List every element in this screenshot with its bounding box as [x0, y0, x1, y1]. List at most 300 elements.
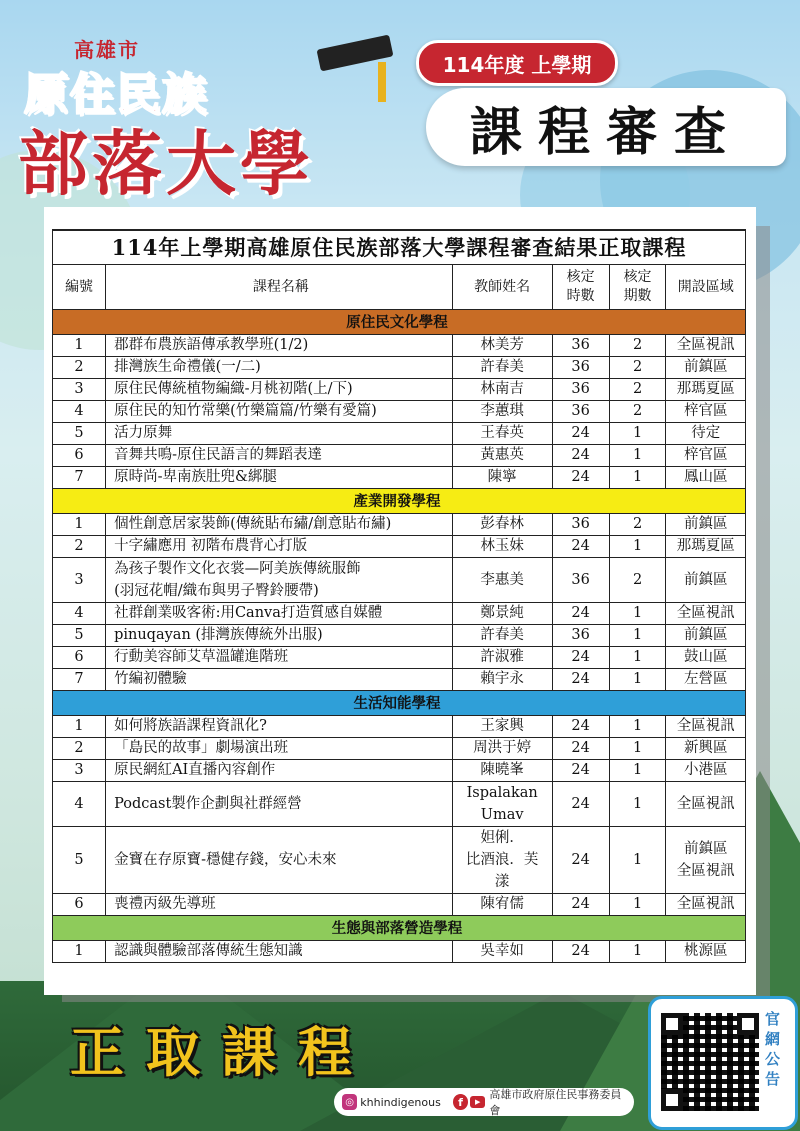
cell-teacher [452, 335, 552, 357]
cell-teacher-line: 許春美 [480, 627, 524, 643]
table-row [53, 941, 746, 963]
cell-hours-line: 36 [571, 337, 590, 353]
cell-area-line: 桃源區 [683, 943, 728, 959]
cell-terms [609, 401, 666, 423]
cell-teacher-line: 陳曉峯 [480, 762, 524, 778]
cell-hours-line: 36 [571, 516, 590, 532]
cell-hours-line: 36 [571, 381, 590, 397]
cell-area-line: 前鎮區 [683, 571, 728, 588]
cell-terms-line: 1 [632, 649, 643, 665]
header-row [53, 265, 746, 310]
cell-name [106, 941, 453, 963]
cell-hours-line: 24 [571, 469, 590, 485]
cell-area-line: 全區視訊 [676, 896, 735, 912]
cell-terms-line: 1 [632, 671, 643, 687]
col-header-teacher: 教師姓名 [452, 265, 552, 310]
semester-badge: 114年度 上學期 [416, 40, 618, 86]
cell-teacher-line: 陳寧 [487, 469, 517, 485]
cell-name-line: 原民網紅AI直播內容創作 [114, 762, 276, 778]
cell-no-line: 7 [74, 469, 84, 485]
cell-name [106, 738, 453, 760]
agency-name: 高雄市政府原住民事務委員會 [489, 1088, 622, 1117]
cell-no [53, 514, 106, 536]
cell-area [666, 669, 746, 691]
section-name: 生活知能學程 [53, 691, 746, 716]
cell-teacher-line: 王家興 [480, 718, 524, 734]
cell-teacher-line: 王春英 [480, 425, 524, 441]
cell-name [106, 760, 453, 782]
cell-area-line: 前鎮區 [683, 359, 728, 375]
cell-name [106, 558, 453, 603]
cell-terms [609, 894, 666, 916]
cell-name [106, 467, 453, 489]
cell-terms-line: 2 [632, 381, 643, 397]
cell-teacher [452, 536, 552, 558]
facebook-icon[interactable]: f [453, 1094, 468, 1110]
cell-hours [552, 760, 609, 782]
cell-teacher [452, 514, 552, 536]
cell-area-line: 全區視訊 [676, 605, 735, 621]
cell-no-line: 6 [74, 447, 84, 463]
cell-terms-line: 1 [632, 538, 643, 554]
cell-teacher-line: 周洪于婷 [473, 740, 532, 756]
cell-terms-line: 1 [632, 896, 643, 912]
cell-teacher-line: 林南吉 [480, 381, 524, 397]
cell-area-line: 鼓山區 [683, 649, 728, 665]
cell-hours-line: 24 [571, 425, 590, 441]
cell-area [666, 603, 746, 625]
cell-area [666, 357, 746, 379]
cell-no [53, 401, 106, 423]
social-bar [334, 1088, 634, 1116]
cell-teacher [452, 603, 552, 625]
cell-no-line: 5 [74, 425, 84, 441]
cell-hours-line: 24 [571, 649, 590, 665]
cell-terms-line: 2 [632, 337, 643, 353]
cell-teacher-line: 漾 [494, 874, 510, 890]
cell-no-line: 1 [74, 516, 84, 532]
cell-no-line: 3 [74, 571, 84, 588]
cell-area-line: 那瑪夏區 [676, 538, 735, 554]
qr-corner [661, 1013, 683, 1035]
cell-hours [552, 357, 609, 379]
cell-teacher [452, 423, 552, 445]
cell-no-line: 2 [74, 359, 84, 375]
cell-terms [609, 514, 666, 536]
cell-name [106, 603, 453, 625]
table-row [53, 445, 746, 467]
cell-terms-line: 2 [632, 571, 643, 588]
cell-area [666, 401, 746, 423]
cell-area [666, 514, 746, 536]
cell-area-line: 待定 [691, 425, 721, 441]
results-document [44, 207, 756, 995]
table-row [53, 558, 746, 603]
cell-terms-line: 1 [632, 795, 643, 812]
cell-hours [552, 894, 609, 916]
cell-terms [609, 647, 666, 669]
cell-terms [609, 467, 666, 489]
cell-name-line: 竹編初體驗 [114, 671, 187, 687]
cell-teacher-line: 賴宇永 [480, 671, 524, 687]
cell-hours [552, 379, 609, 401]
cell-hours-line: 24 [571, 447, 590, 463]
cell-no [53, 782, 106, 827]
cell-teacher [452, 558, 552, 603]
cell-no-line: 3 [74, 762, 84, 778]
cell-name-line: 原住民的知竹常樂(竹樂篇篇/竹樂有愛篇) [114, 403, 377, 419]
cell-no [53, 827, 106, 894]
cell-teacher [452, 379, 552, 401]
cell-area [666, 760, 746, 782]
instagram-handle[interactable]: khhindigenous [360, 1095, 441, 1109]
cell-terms-line: 1 [632, 718, 643, 734]
section-header-row [53, 310, 746, 335]
cell-hours [552, 647, 609, 669]
col-header-area: 開設區域 [666, 265, 746, 310]
cell-terms [609, 335, 666, 357]
cell-no [53, 625, 106, 647]
cell-no-line: 3 [74, 381, 84, 397]
cell-no [53, 669, 106, 691]
cell-no [53, 423, 106, 445]
cell-area [666, 445, 746, 467]
cell-name [106, 894, 453, 916]
cell-hours [552, 625, 609, 647]
cell-no-line: 4 [74, 605, 84, 621]
cell-no-line: 1 [74, 718, 84, 734]
cell-name [106, 423, 453, 445]
cell-no-line: 4 [74, 795, 84, 812]
cell-teacher [452, 782, 552, 827]
cell-hours-line: 24 [571, 538, 590, 554]
cell-hours [552, 423, 609, 445]
cell-no [53, 467, 106, 489]
cell-name [106, 401, 453, 423]
cell-terms [609, 445, 666, 467]
cell-no-line: 1 [74, 337, 84, 353]
col-header-hours: 核定 時數 [552, 265, 609, 310]
cell-terms-line: 1 [632, 943, 643, 959]
cell-hours-line: 24 [571, 671, 590, 687]
cell-no [53, 445, 106, 467]
cell-teacher [452, 669, 552, 691]
cell-terms-line: 1 [632, 469, 643, 485]
cell-hours-line: 24 [571, 762, 590, 778]
cell-area-line: 全區視訊 [676, 795, 735, 812]
cell-hours-line: 36 [571, 627, 590, 643]
table-row [53, 647, 746, 669]
cell-hours-line: 24 [571, 795, 590, 812]
cell-teacher-line: 林美芳 [480, 337, 524, 353]
cell-terms [609, 379, 666, 401]
cell-hours-line: 24 [571, 605, 590, 621]
cell-no [53, 647, 106, 669]
title-row [53, 230, 746, 265]
cell-area-line: 全區視訊 [676, 337, 735, 353]
cell-teacher-line: 妲俐． [480, 830, 524, 846]
table-row [53, 669, 746, 691]
table-row [53, 467, 746, 489]
cell-area-line: 梓官區 [683, 403, 728, 419]
cell-teacher-line: 李蕙琪 [480, 403, 524, 419]
cell-terms-line: 1 [632, 627, 643, 643]
document-title: 114年上學期高雄原住民族部落大學課程審查結果正取課程 [53, 230, 746, 265]
instagram-icon[interactable]: ◎ [342, 1094, 357, 1110]
cell-area-line: 那瑪夏區 [676, 381, 735, 397]
cell-terms [609, 536, 666, 558]
cell-hours-line: 24 [571, 851, 590, 868]
cell-terms [609, 782, 666, 827]
table-row [53, 379, 746, 401]
cell-area-line: 小港區 [683, 762, 728, 778]
cell-area [666, 716, 746, 738]
cell-no [53, 738, 106, 760]
cell-hours [552, 827, 609, 894]
cell-area-line: 梓官區 [683, 447, 728, 463]
table-row [53, 536, 746, 558]
cell-name-line: 排灣族生命禮儀(一/二) [114, 359, 261, 375]
cell-terms-line: 1 [632, 740, 643, 756]
cell-name [106, 335, 453, 357]
cell-no-line: 6 [74, 896, 84, 912]
cell-hours-line: 24 [571, 718, 590, 734]
cell-area-line: 前鎮區 [683, 627, 728, 643]
cell-no [53, 335, 106, 357]
qr-label: 官網公告 [765, 1010, 781, 1088]
cell-name-line: 社群創業吸客術:用Canva打造質感自媒體 [114, 605, 383, 621]
table-row [53, 782, 746, 827]
cell-name-line: 音舞共鳴-原住民語言的舞蹈表達 [114, 447, 322, 463]
cell-teacher [452, 827, 552, 894]
cell-area-line: 鳳山區 [683, 469, 728, 485]
cell-name-line: 為孩子製作文化衣裳—阿美族傳統服飾 [114, 561, 361, 577]
cell-teacher-line: 鄭景純 [480, 605, 524, 621]
cell-area-line: 全區視訊 [676, 863, 735, 879]
cell-terms-line: 1 [632, 605, 643, 621]
cell-hours-line: 36 [571, 359, 590, 375]
cell-hours [552, 335, 609, 357]
cell-no [53, 716, 106, 738]
cell-terms-line: 2 [632, 359, 643, 375]
cell-teacher [452, 357, 552, 379]
table-row [53, 357, 746, 379]
cell-name [106, 716, 453, 738]
table-row [53, 760, 746, 782]
cell-area [666, 782, 746, 827]
cell-hours-line: 24 [571, 896, 590, 912]
cell-terms [609, 738, 666, 760]
cell-name-line: 原時尚-卑南族肚兜&綁腿 [114, 469, 277, 485]
logo-line2: 部落大學 [18, 123, 314, 205]
col-header-no: 編號 [53, 265, 106, 310]
cell-area-line: 新興區 [683, 740, 728, 756]
cell-name-line: 認識與體驗部落傳統生態知識 [114, 943, 303, 959]
cell-area-line: 前鎮區 [683, 516, 728, 532]
cell-no-line: 5 [74, 851, 84, 868]
cell-no-line: 7 [74, 671, 84, 687]
cell-teacher [452, 467, 552, 489]
cell-terms [609, 760, 666, 782]
cell-name-line: 喪禮丙級先導班 [114, 896, 216, 912]
cell-area [666, 467, 746, 489]
cell-terms-line: 1 [632, 851, 643, 868]
cell-no [53, 894, 106, 916]
cell-name-line: 「島民的故事」劇場演出班 [114, 740, 289, 756]
cell-hours-line: 36 [571, 403, 590, 419]
review-title: 課程審查 [426, 88, 786, 166]
cell-teacher [452, 445, 552, 467]
cell-no-line: 2 [74, 538, 84, 554]
cell-name-line: 郡群布農族語傳承教學班(1/2) [114, 337, 309, 353]
cell-name [106, 625, 453, 647]
logo-line1: 原住民族 [24, 69, 208, 120]
cell-area [666, 625, 746, 647]
cell-teacher-line: Ispalakan [466, 785, 538, 801]
cell-name-line: 十字繡應用 初階布農背心打版 [114, 538, 308, 554]
cell-teacher-line: 比酒浪．芙 [465, 852, 539, 868]
cell-no-line: 6 [74, 649, 84, 665]
cell-name [106, 514, 453, 536]
cell-name [106, 536, 453, 558]
cell-name [106, 379, 453, 401]
cell-hours [552, 738, 609, 760]
cell-area [666, 647, 746, 669]
table-row [53, 827, 746, 894]
cell-no [53, 603, 106, 625]
cell-area [666, 941, 746, 963]
cell-teacher-line: 彭春林 [480, 516, 524, 532]
table-row [53, 625, 746, 647]
cell-teacher-line: Umav [480, 807, 524, 823]
cell-hours [552, 514, 609, 536]
cell-name-line: 個性創意居家裝飾(傳統貼布繡/創意貼布繡) [114, 516, 392, 532]
cell-hours [552, 558, 609, 603]
cell-area [666, 379, 746, 401]
cell-no [53, 536, 106, 558]
cell-name [106, 357, 453, 379]
cell-no-line: 5 [74, 627, 84, 643]
cell-no [53, 941, 106, 963]
cell-name-line: pinuqayan (排灣族傳統外出服) [114, 627, 323, 643]
cell-teacher-line: 許淑雅 [480, 649, 524, 665]
cell-teacher [452, 401, 552, 423]
cell-teacher [452, 894, 552, 916]
section-name: 產業開發學程 [53, 489, 746, 514]
cell-terms [609, 603, 666, 625]
col-header-name: 課程名稱 [106, 265, 453, 310]
cell-name-line: 行動美容師艾草溫罐進階班 [114, 649, 289, 665]
cell-hours [552, 401, 609, 423]
cell-area-line: 左營區 [683, 671, 728, 687]
cell-teacher-line: 黃惠英 [480, 447, 524, 463]
cell-name [106, 445, 453, 467]
cell-name [106, 782, 453, 827]
cell-teacher-line: 陳宥儒 [480, 896, 524, 912]
cell-area [666, 335, 746, 357]
cell-terms [609, 827, 666, 894]
cell-terms [609, 669, 666, 691]
cell-teacher [452, 941, 552, 963]
cell-area-line: 全區視訊 [676, 718, 735, 734]
tribal-college-logo [18, 28, 398, 205]
cell-area [666, 536, 746, 558]
results-table [52, 229, 746, 963]
cell-area [666, 827, 746, 894]
cell-hours [552, 782, 609, 827]
table-row [53, 423, 746, 445]
cell-teacher-line: 林玉妹 [480, 538, 524, 554]
cell-no [53, 379, 106, 401]
cell-terms [609, 716, 666, 738]
cell-terms-line: 2 [632, 516, 643, 532]
cell-no [53, 558, 106, 603]
cell-terms-line: 2 [632, 403, 643, 419]
cell-name-line: 如何將族語課程資訊化? [114, 718, 267, 734]
cell-area [666, 894, 746, 916]
footer-title: 正取課程 [70, 1021, 374, 1084]
cell-no [53, 357, 106, 379]
cell-hours-line: 24 [571, 740, 590, 756]
section-name: 原住民文化學程 [53, 310, 746, 335]
cell-teacher [452, 716, 552, 738]
cell-terms [609, 423, 666, 445]
cell-no-line: 4 [74, 403, 84, 419]
cell-name [106, 669, 453, 691]
cell-area [666, 423, 746, 445]
cap-tassel [378, 62, 386, 102]
cell-name-line: 原住民傳統植物編織-月桃初階(上/下) [114, 381, 353, 397]
cell-hours [552, 467, 609, 489]
cell-hours [552, 941, 609, 963]
cell-teacher [452, 625, 552, 647]
cell-teacher-line: 李惠美 [480, 571, 524, 588]
qr-corner [661, 1089, 683, 1111]
qr-corner [737, 1013, 759, 1035]
cell-terms-line: 1 [632, 447, 643, 463]
table-row [53, 738, 746, 760]
cell-name-line: 活力原舞 [114, 425, 173, 441]
cell-terms [609, 941, 666, 963]
cell-hours [552, 716, 609, 738]
cell-terms-line: 1 [632, 762, 643, 778]
cell-teacher-line: 許春美 [480, 359, 524, 375]
table-row [53, 401, 746, 423]
cell-area [666, 558, 746, 603]
cell-hours [552, 603, 609, 625]
table-row [53, 603, 746, 625]
qr-card [648, 996, 798, 1130]
table-row [53, 894, 746, 916]
logo-city: 高雄市 [74, 38, 140, 62]
table-row [53, 514, 746, 536]
table-row [53, 716, 746, 738]
cell-teacher [452, 760, 552, 782]
cell-area-line: 前鎮區 [683, 841, 728, 857]
cell-hours-line: 24 [571, 943, 590, 959]
cell-hours-line: 36 [571, 571, 590, 588]
cell-terms [609, 558, 666, 603]
cell-name-line: 金寶在存原寶-穩健存錢，安心未來 [114, 851, 337, 868]
section-header-row [53, 691, 746, 716]
cell-name [106, 647, 453, 669]
cell-name [106, 827, 453, 894]
youtube-icon[interactable]: ▶ [470, 1096, 485, 1108]
cell-terms [609, 625, 666, 647]
cell-hours [552, 445, 609, 467]
cell-teacher-line: 吳幸如 [480, 943, 524, 959]
section-header-row [53, 916, 746, 941]
